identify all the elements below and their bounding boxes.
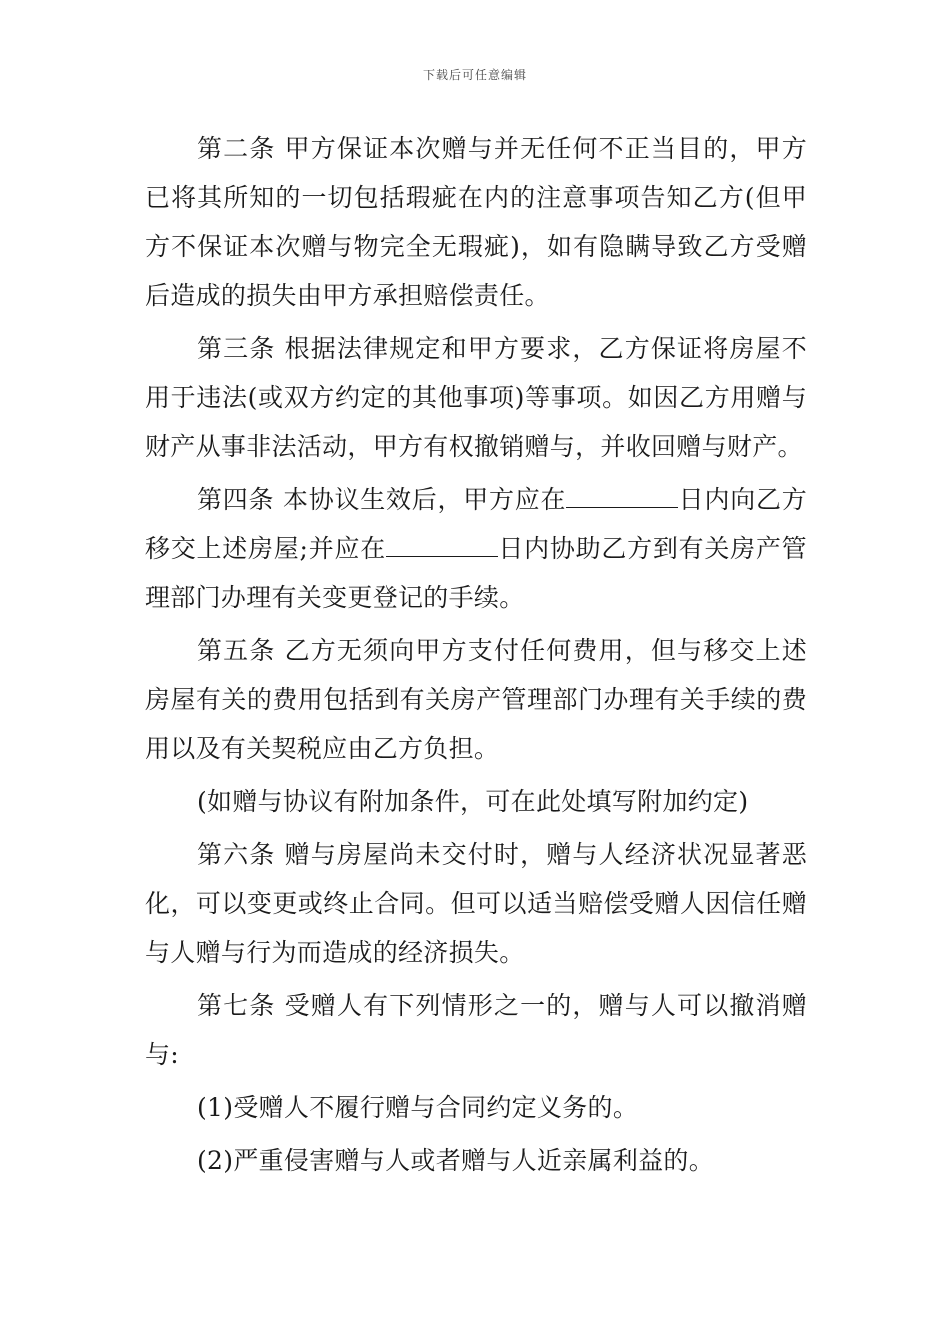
article-7-item-2: (2)严重侵害赠与人或者赠与人近亲属利益的。 (197, 1146, 715, 1175)
article-7-paragraph: 第七条 受赠人有下列情形之一的，赠与人可以撤消赠与: (145, 991, 807, 1069)
article-7-item-1: (1)受赠人不履行赠与合同约定义务的。 (197, 1093, 639, 1122)
document-body (145, 124, 807, 1189)
additional-terms-note: (如赠与协议有附加条件，可在此处填写附加约定) (197, 787, 749, 816)
article-4-text-part1: 第四条 本协议生效后，甲方应在 (197, 485, 567, 514)
fill-in-blank-handover-days[interactable] (566, 485, 678, 508)
article-5-paragraph: 第五条 乙方无须向甲方支付任何费用，但与移交上述房屋有关的费用包括到有关房产管理部门办理有关手续的费用以及有关契税应由乙方负担。 (145, 636, 807, 763)
article-4-paragraph (145, 475, 807, 622)
page-header: 下载后可任意编辑 (422, 68, 527, 82)
article-2-paragraph: 第二条 甲方保证本次赠与并无任何不正当目的，甲方已将其所知的一切包括瑕疵在内的注意事项告知乙方(但甲方不保证本次赠与物完全无瑕疵)，如有隐瞒导致乙方受赠后造成的损失由甲方承担赔偿责任。 (145, 134, 807, 310)
fill-in-blank-registration-days[interactable] (386, 534, 498, 557)
article-4-text-part3: 日内协助乙方到有关房产管理部门办理有关变更登记的手续。 (145, 534, 807, 612)
article-6-paragraph: 第六条 赠与房屋尚未交付时，赠与人经济状况显著恶化，可以变更或终止合同。但可以适当赔偿受赠人因信任赠与人赠与行为而造成的经济损失。 (145, 840, 807, 967)
article-3-paragraph: 第三条 根据法律规定和甲方要求，乙方保证将房屋不用于违法(或双方约定的其他事项)等事项。如因乙方用赠与财产从事非法活动，甲方有权撤销赠与，并收回赠与财产。 (145, 334, 807, 461)
article-4-text-part2: 日内向乙方移交上述房屋;并应在 (145, 485, 807, 563)
